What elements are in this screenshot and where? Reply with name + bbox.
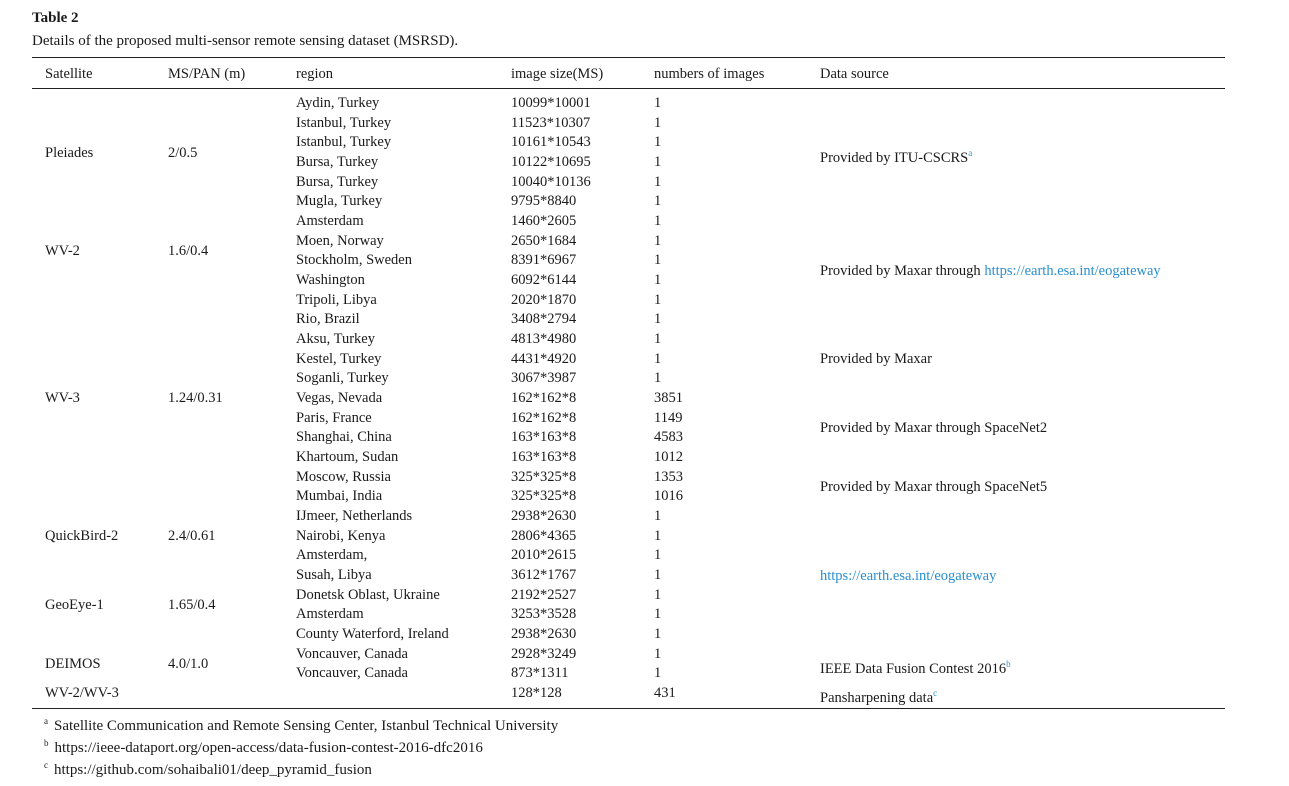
cell-count: 1	[654, 272, 662, 289]
satellite-name: GeoEye-1	[45, 597, 104, 613]
footnote-text[interactable]: https://ieee-dataport.org/open-access/data-fusion-contest-2016-dfc2016	[54, 740, 483, 756]
cell-region: Moen, Norway	[296, 232, 384, 249]
cell-image-size: 11523*10307	[511, 114, 591, 131]
cell-region: Bursa, Turkey	[296, 173, 379, 190]
cell-count: 3851	[654, 390, 683, 407]
source-maxar-eogateway	[820, 262, 1161, 280]
cell-region: Shanghai, China	[296, 429, 392, 446]
cell-region: Rio, Brazil	[296, 311, 360, 328]
cell-count: 1	[654, 311, 662, 328]
cell-image-size: 3612*1767	[511, 567, 577, 584]
cell-count: 1	[654, 586, 662, 603]
source-itu	[820, 144, 972, 167]
cell-image-size: 10040*10136	[511, 173, 591, 190]
cell-count: 1353	[654, 468, 683, 485]
satellite-res: 4.0/1.0	[168, 656, 209, 672]
cell-region: Voncauver, Canada	[296, 645, 408, 662]
cell-count: 1	[654, 547, 662, 564]
cell-image-size: 3408*2794	[511, 311, 577, 328]
satellite-name: QuickBird-2	[45, 528, 119, 544]
footnote-a	[44, 716, 558, 735]
cell-image-size: 3067*3987	[511, 370, 577, 387]
cell-image-size: 2010*2615	[511, 547, 577, 564]
source-text: IEEE Data Fusion Contest 2016	[820, 661, 1007, 677]
cell-image-size: 8391*6967	[511, 252, 577, 269]
cell-region: Vegas, Nevada	[296, 390, 383, 407]
cell-region: IJmeer, Netherlands	[296, 508, 413, 525]
satellite-name: WV-3	[45, 390, 80, 406]
header-numbers: numbers of images	[654, 66, 765, 82]
cell-image-size: 6092*6144	[511, 272, 577, 289]
cell-image-size: 4813*4980	[511, 331, 577, 348]
satellite-name: WV-2/WV-3	[45, 685, 119, 701]
source-spacenet2: Provided by Maxar through SpaceNet2	[820, 420, 1048, 436]
table-title: Table 2	[32, 10, 79, 26]
cell-count: 1	[654, 527, 662, 544]
footnote-ref[interactable]: b	[1006, 659, 1011, 669]
table-caption: Details of the proposed multi-sensor remote sensing dataset (MSRSD).	[32, 33, 459, 49]
cell-count: 1	[654, 331, 662, 348]
satellite-res: 1.24/0.31	[168, 390, 223, 406]
satellite-res: 1.65/0.4	[168, 597, 216, 613]
cell-region: Khartoum, Sudan	[296, 449, 399, 466]
cell-region: Mumbai, India	[296, 488, 383, 505]
cell-region: Susah, Libya	[296, 567, 372, 584]
footnote-ref[interactable]: a	[968, 148, 973, 158]
cell-image-size: 163*163*8	[511, 429, 577, 446]
cell-region: Aksu, Turkey	[296, 331, 375, 348]
cell-count: 1	[654, 95, 662, 111]
cell-count: 431	[654, 685, 676, 702]
cell-region: Mugla, Turkey	[296, 193, 383, 210]
cell-count: 1012	[654, 449, 683, 466]
cell-image-size: 2938*2630	[511, 626, 577, 643]
header-ms-pan: MS/PAN (m)	[168, 66, 246, 82]
cell-count: 1	[654, 645, 662, 662]
header-region: region	[296, 66, 334, 82]
cell-count: 1	[654, 350, 662, 367]
satellite-res: 2.4/0.61	[168, 528, 216, 544]
satellite-res: 1.6/0.4	[168, 243, 209, 259]
cell-count: 1	[654, 626, 662, 643]
footnote-text: Satellite Communication and Remote Sensing Center, Istanbul Technical University	[54, 718, 559, 734]
cell-region: Amsterdam,	[296, 547, 368, 564]
cell-count: 1	[654, 193, 662, 210]
cell-count: 1	[654, 508, 662, 525]
cell-count: 1	[654, 665, 662, 682]
cell-image-size: 2928*3249	[511, 645, 577, 662]
cell-image-size: 2806*4365	[511, 527, 577, 544]
cell-image-size: 2650*1684	[511, 232, 577, 249]
cell-count: 1	[654, 134, 662, 151]
footnote-mark: b	[44, 738, 49, 748]
cell-image-size: 325*325*8	[511, 468, 577, 485]
cell-region: Washington	[296, 272, 365, 289]
cell-region: Nairobi, Kenya	[296, 527, 386, 544]
cell-count: 1	[654, 370, 662, 387]
cell-image-size: 2020*1870	[511, 291, 577, 308]
cell-region: Soganli, Turkey	[296, 370, 389, 387]
cell-image-size: 10161*10543	[511, 134, 591, 151]
cell-image-size: 3253*3528	[511, 606, 577, 623]
cell-region: Voncauver, Canada	[296, 665, 408, 682]
cell-count: 1	[654, 232, 662, 249]
cell-region: Moscow, Russia	[296, 468, 391, 485]
source-text: Pansharpening data	[820, 690, 934, 706]
cell-region: Stockholm, Sweden	[296, 252, 412, 269]
cell-region: Amsterdam	[296, 213, 364, 230]
cell-image-size: 325*325*8	[511, 488, 577, 505]
cell-image-size: 10099*10001	[511, 95, 591, 111]
top-rule	[32, 57, 1225, 58]
footnote-mark: c	[44, 760, 48, 770]
cell-image-size: 2192*2527	[511, 586, 577, 603]
cell-count: 1	[654, 114, 662, 131]
cell-region: Paris, France	[296, 409, 372, 426]
footnote-c	[44, 760, 372, 779]
cell-image-size: 2938*2630	[511, 508, 577, 525]
cell-image-size: 9795*8840	[511, 193, 577, 210]
cell-region: Kestel, Turkey	[296, 350, 382, 367]
cell-count: 1	[654, 252, 662, 269]
cell-count: 1149	[654, 409, 683, 426]
cell-count: 1	[654, 291, 662, 308]
footnote-mark: a	[44, 716, 48, 726]
bottom-rule	[32, 708, 1225, 709]
eogateway-link[interactable]: https://earth.esa.int/eogateway	[984, 263, 1161, 279]
cell-count: 1	[654, 154, 662, 170]
cell-image-size: 128*128	[511, 685, 562, 702]
satellite-name: Pleiades	[45, 145, 94, 161]
cell-count: 1016	[654, 488, 683, 505]
satellite-name: WV-2	[45, 243, 80, 259]
cell-region: Tripoli, Libya	[296, 291, 377, 308]
cell-image-size: 162*162*8	[511, 390, 577, 407]
cell-image-size: 10122*10695	[511, 154, 591, 170]
source-ieee	[820, 655, 1011, 678]
cell-region: Istanbul, Turkey	[296, 134, 392, 151]
cell-count: 1	[654, 567, 662, 584]
footnote-ref[interactable]: c	[933, 688, 938, 698]
cell-region: Amsterdam	[296, 606, 364, 623]
source-maxar: Provided by Maxar	[820, 351, 932, 367]
source-text: Provided by Maxar through	[820, 263, 985, 279]
eogateway-link-2[interactable]: https://earth.esa.int/eogateway	[820, 568, 997, 584]
source-spacenet5: Provided by Maxar through SpaceNet5	[820, 479, 1048, 495]
satellite-name: DEIMOS	[45, 656, 101, 672]
footnote-b	[44, 738, 483, 757]
header-satellite: Satellite	[45, 66, 93, 82]
cell-count: 1	[654, 173, 662, 190]
footnote-text[interactable]: https://github.com/sohaibali01/deep_pyramid_fusion	[54, 762, 372, 778]
header-data-source: Data source	[820, 66, 889, 82]
header-rule	[32, 88, 1225, 89]
header-image-size: image size(MS)	[511, 66, 604, 82]
cell-region: Istanbul, Turkey	[296, 114, 392, 131]
cell-count: 1	[654, 606, 662, 623]
cell-region: County Waterford, Ireland	[296, 626, 449, 643]
cell-region: Bursa, Turkey	[296, 154, 379, 170]
cell-region: Donetsk Oblast, Ukraine	[296, 586, 440, 603]
cell-image-size: 1460*2605	[511, 213, 577, 230]
cell-region: Aydin, Turkey	[296, 95, 380, 111]
cell-count: 1	[654, 213, 662, 230]
cell-image-size: 162*162*8	[511, 409, 577, 426]
source-pansharpening	[820, 684, 937, 707]
cell-count: 4583	[654, 429, 683, 446]
satellite-res: 2/0.5	[168, 145, 198, 161]
cell-image-size: 873*1311	[511, 665, 569, 682]
cell-image-size: 163*163*8	[511, 449, 577, 466]
source-text: Provided by ITU-CSCRS	[820, 150, 969, 166]
cell-image-size: 4431*4920	[511, 350, 577, 367]
